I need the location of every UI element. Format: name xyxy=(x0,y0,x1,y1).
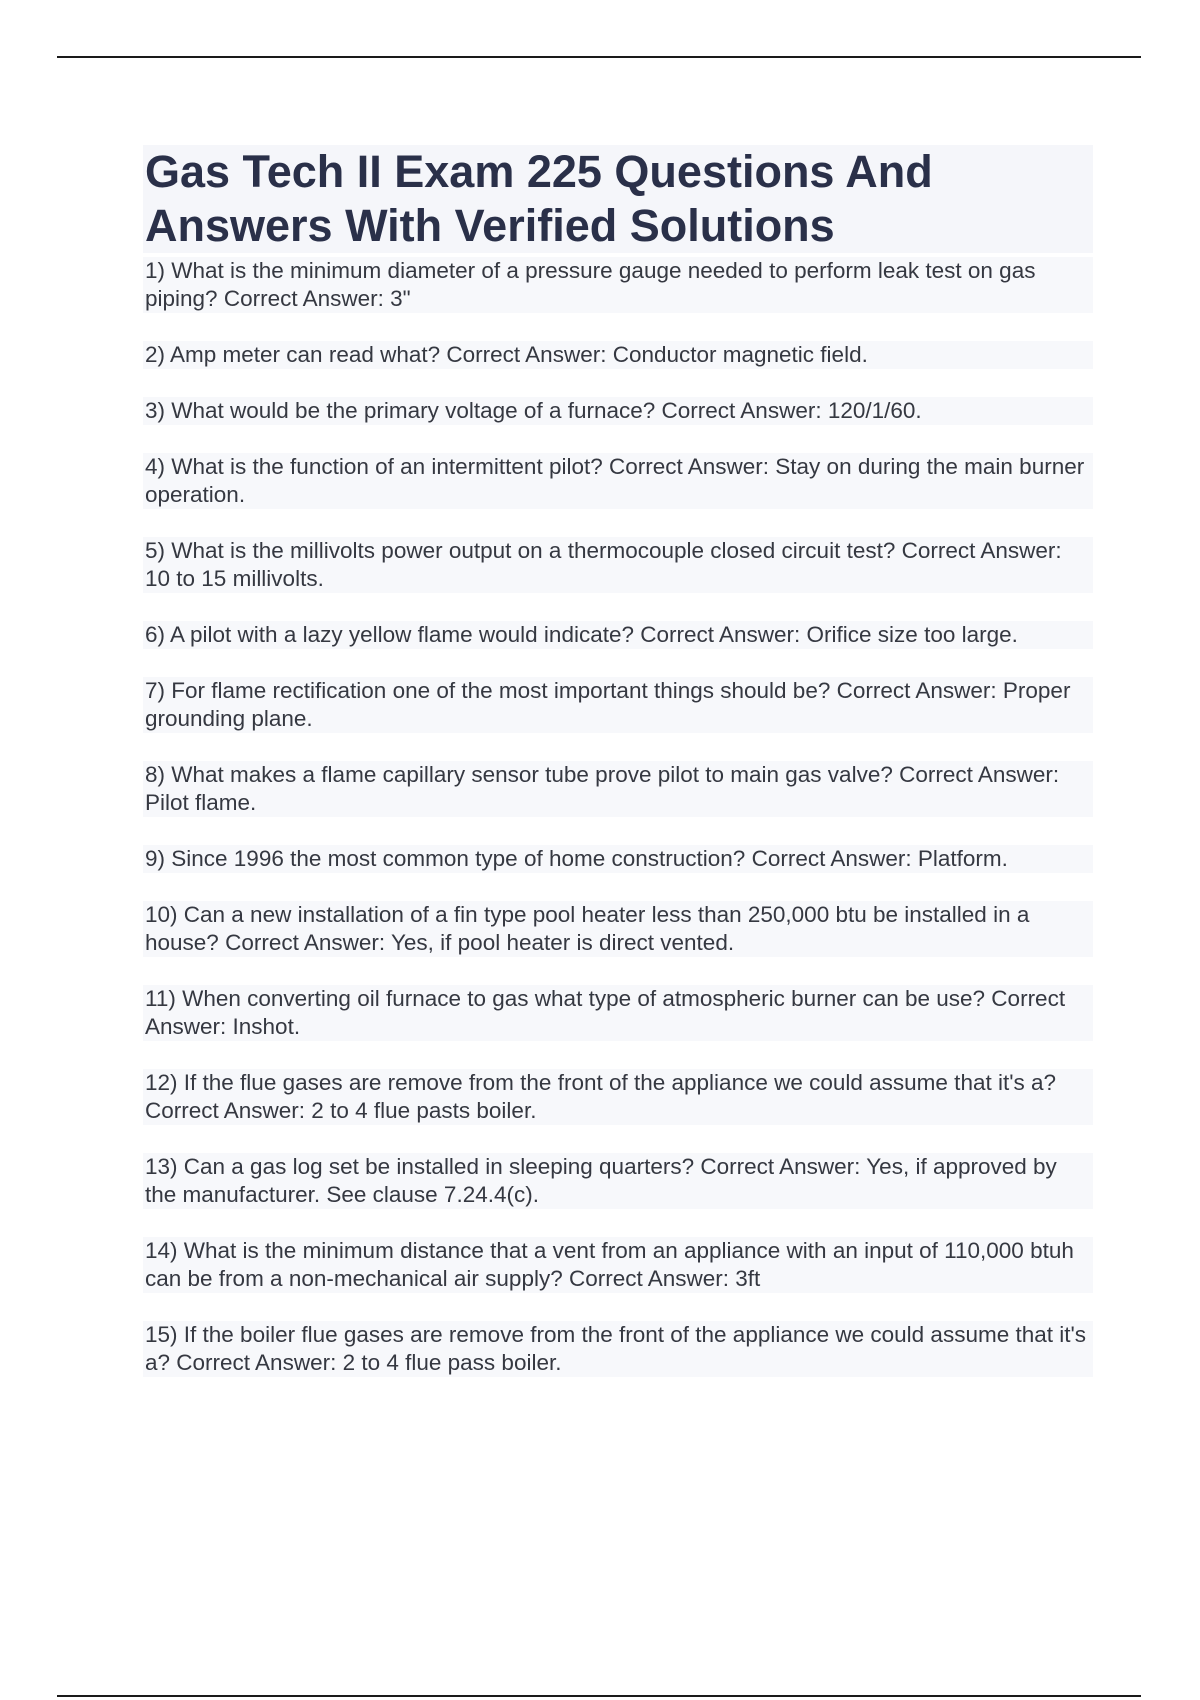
question-item-2 xyxy=(143,341,1093,369)
question-text: 14) What is the minimum distance that a vent from an appliance with an input of 110,000 btuh can be from a non-mechanical air supply? Correct Answer: 3ft xyxy=(145,1238,1074,1291)
question-item-4 xyxy=(143,453,1093,509)
document-body xyxy=(143,145,1093,1405)
question-item-3 xyxy=(143,397,1093,425)
question-item-8 xyxy=(143,761,1093,817)
question-text: 6) A pilot with a lazy yellow flame would indicate? Correct Answer: Orifice size too large. xyxy=(145,622,1018,647)
question-text: 8) What makes a flame capillary sensor tube prove pilot to main gas valve? Correct Answer: Pilot flame. xyxy=(145,762,1060,815)
question-text: 11) When converting oil furnace to gas what type of atmospheric burner can be use? Correct Answer: Inshot. xyxy=(145,986,1066,1039)
question-item-7 xyxy=(143,677,1093,733)
question-text: 3) What would be the primary voltage of a furnace? Correct Answer: 120/1/60. xyxy=(145,398,922,423)
question-item-13 xyxy=(143,1153,1093,1209)
question-text: 2) Amp meter can read what? Correct Answer: Conductor magnetic field. xyxy=(145,342,868,367)
question-text: 4) What is the function of an intermittent pilot? Correct Answer: Stay on during the main burner operation. xyxy=(145,454,1085,507)
question-text: 1) What is the minimum diameter of a pressure gauge needed to perform leak test on gas piping? Correct Answer: 3" xyxy=(145,258,1036,311)
question-item-10 xyxy=(143,901,1093,957)
question-text: 7) For flame rectification one of the most important things should be? Correct Answer: Proper grounding plane. xyxy=(145,678,1071,731)
question-item-14 xyxy=(143,1237,1093,1293)
question-item-15 xyxy=(143,1321,1093,1377)
question-list xyxy=(143,257,1093,1377)
question-item-6 xyxy=(143,621,1093,649)
question-text: 10) Can a new installation of a fin type pool heater less than 250,000 btu be installed in a house? Correct Answer: Yes, if pool heater is direct vented. xyxy=(145,902,1030,955)
question-text: 15) If the boiler flue gases are remove from the front of the appliance we could assume that it's a? Correct Answer: 2 to 4 flue pass boiler. xyxy=(145,1322,1087,1375)
header-rule xyxy=(57,56,1141,58)
question-text: 12) If the flue gases are remove from the front of the appliance we could assume that it's a? Correct Answer: 2 to 4 flue pasts boiler. xyxy=(145,1070,1057,1123)
question-text: 5) What is the millivolts power output on a thermocouple closed circuit test? Correct Answer: 10 to 15 millivolts. xyxy=(145,538,1062,591)
question-item-11 xyxy=(143,985,1093,1041)
document-title: Gas Tech II Exam 225 Questions And Answers With Verified Solutions xyxy=(143,145,1093,253)
question-text: 9) Since 1996 the most common type of home construction? Correct Answer: Platform. xyxy=(145,846,1008,871)
question-item-1 xyxy=(143,257,1093,313)
question-item-9 xyxy=(143,845,1093,873)
question-text: 13) Can a gas log set be installed in sleeping quarters? Correct Answer: Yes, if approved by the manufacturer. See clause 7.24.4(c). xyxy=(145,1154,1057,1207)
question-item-5 xyxy=(143,537,1093,593)
footer-rule xyxy=(57,1695,1141,1697)
question-item-12 xyxy=(143,1069,1093,1125)
